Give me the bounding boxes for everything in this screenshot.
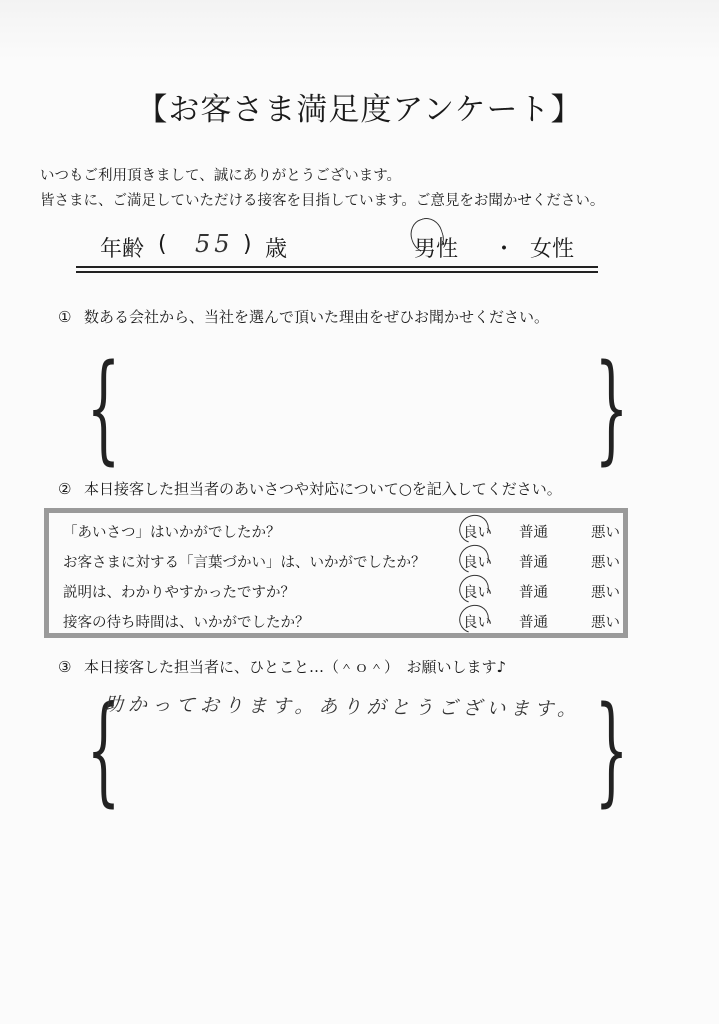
- selected-circle: [454, 600, 493, 638]
- question-1-number: ①: [58, 308, 72, 326]
- question-1-heading: [58, 306, 549, 327]
- rating-row: [63, 551, 623, 575]
- intro-text: [40, 164, 604, 214]
- question-1-answer-area[interactable]: [110, 350, 570, 450]
- rating-option-normal[interactable]: 普通: [519, 555, 548, 571]
- question-3-heading: [58, 656, 506, 677]
- gender-separator: ・: [493, 237, 516, 262]
- question-1-text: 数ある会社から、当社を選んで頂いた理由をぜひお聞かせください。: [84, 308, 550, 326]
- q3-brace-open: {: [86, 680, 121, 818]
- rating-option-normal[interactable]: 普通: [519, 585, 548, 601]
- gender-option-female[interactable]: 女性: [530, 237, 575, 262]
- rating-row: [63, 521, 623, 545]
- question-3-number: ③: [58, 658, 72, 676]
- rating-option-normal[interactable]: 普通: [519, 525, 548, 541]
- selected-circle: [454, 540, 493, 578]
- rating-question: 説明は、わかりやすかったですか？: [63, 585, 295, 601]
- age-value-handwritten[interactable]: 55: [195, 230, 234, 258]
- divider-line-2: [76, 271, 598, 273]
- intro-line-1: いつもご利用頂きまして、誠にありがとうございます。: [40, 168, 402, 184]
- age-paren-open: (: [158, 232, 167, 257]
- q1-brace-open: {: [86, 338, 121, 476]
- age-paren-close: ): [243, 232, 252, 257]
- q1-brace-close: }: [594, 338, 629, 476]
- rating-option-good[interactable]: 良い: [463, 581, 492, 602]
- selected-circle: [454, 510, 493, 548]
- rating-option-good[interactable]: 良い: [463, 521, 492, 542]
- question-3-answer-handwritten[interactable]: 助かっております。ありがとうございます。: [103, 693, 582, 721]
- intro-line-2: 皆さまに、ご満足していただける接客を目指しています。ご意見をお聞かせください。: [40, 193, 605, 209]
- page-title: 【お客さま満足度アンケート】: [136, 92, 583, 128]
- rating-option-bad[interactable]: 悪い: [591, 525, 620, 541]
- scan-background: [0, 0, 719, 60]
- rating-option-good[interactable]: 良い: [463, 611, 492, 632]
- rating-row: [63, 611, 623, 635]
- rating-question: 接客の待ち時間は、いかがでしたか？: [63, 615, 310, 631]
- rating-option-bad[interactable]: 悪い: [591, 585, 620, 601]
- question-2-heading: [58, 478, 562, 499]
- rating-row: [63, 581, 623, 605]
- age-label: 年齢: [100, 237, 145, 262]
- rating-question: 「あいさつ」はいかがでしたか？: [63, 525, 281, 541]
- age-gender-row: [100, 232, 600, 266]
- rating-option-good[interactable]: 良い: [463, 551, 492, 572]
- rating-option-bad[interactable]: 悪い: [591, 555, 620, 571]
- q3-brace-close: }: [594, 680, 629, 818]
- rating-option-bad[interactable]: 悪い: [591, 615, 620, 631]
- rating-option-normal[interactable]: 普通: [519, 615, 548, 631]
- age-unit: 歳: [265, 237, 288, 262]
- question-2-number: ②: [58, 480, 72, 498]
- divider-line-1: [76, 266, 598, 268]
- rating-question: お客さまに対する「言葉づかい」は、いかがでしたか？: [63, 555, 426, 571]
- question-2-text: 本日接客した担当者のあいさつや対応について○を記入してください。: [84, 480, 562, 498]
- selected-circle: [454, 570, 493, 608]
- rating-table: [44, 508, 628, 638]
- question-3-text: 本日接客した担当者に、ひとこと…（＾ｏ＾） お願いします♪: [84, 658, 507, 676]
- gender-option-male[interactable]: 男性: [414, 237, 459, 262]
